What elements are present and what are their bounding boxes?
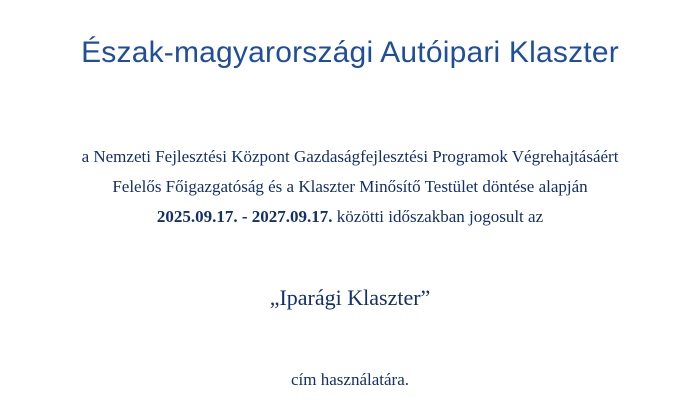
- body-paragraph: [0, 142, 700, 232]
- validity-period: 2025.09.17. - 2027.09.17.: [156, 207, 333, 226]
- closing-line: cím használatára.: [291, 370, 409, 389]
- body-line-2: Felelős Főigazgatóság és a Klaszter Minősítő Testület döntése alapján: [112, 177, 588, 196]
- validity-suffix: közötti időszakban jogosult az: [332, 207, 544, 226]
- page-title: Észak-magyarországi Autóipari Klaszter: [81, 36, 619, 69]
- award-title: „Iparági Klaszter”: [269, 285, 431, 310]
- body-line-3: [0, 202, 700, 232]
- body-line-1: a Nemzeti Fejlesztési Központ Gazdaságfejlesztési Programok Végrehajtásáért: [81, 147, 619, 166]
